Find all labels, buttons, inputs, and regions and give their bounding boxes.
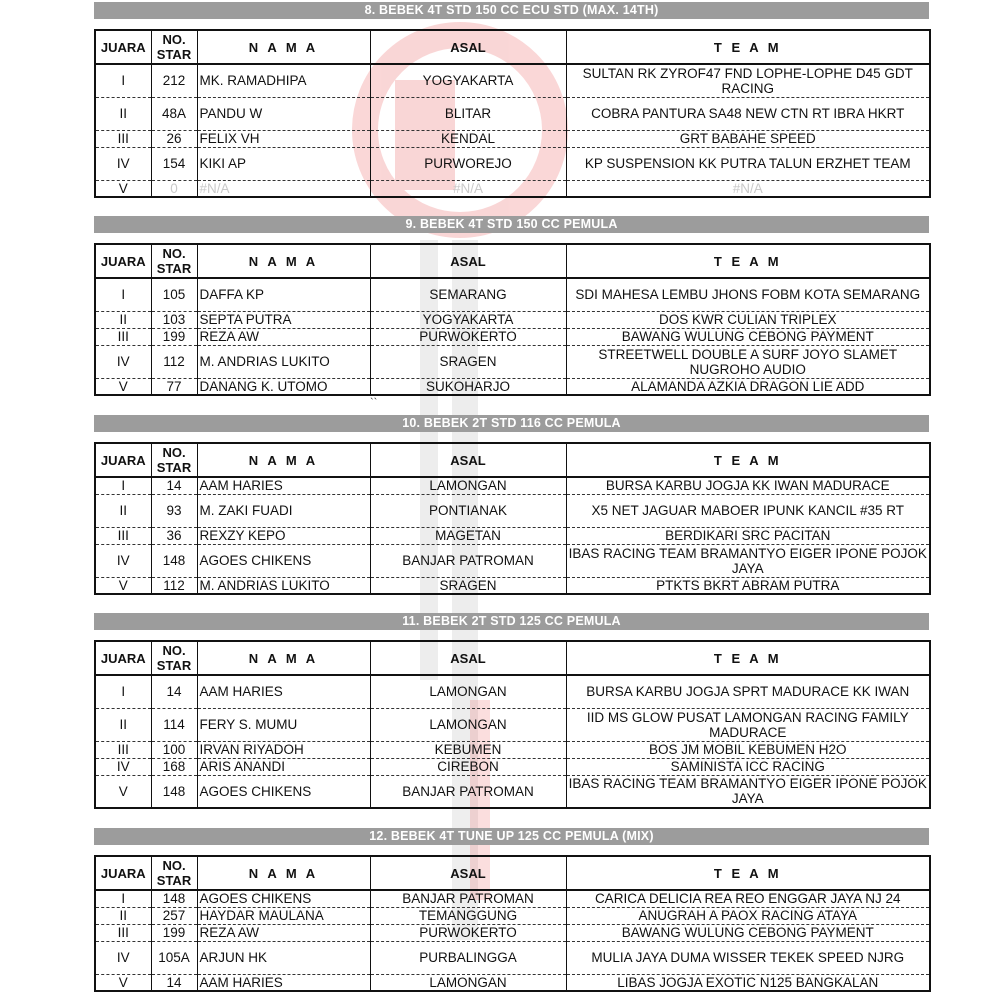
category-10-title: 10. BEBEK 2T STD 116 CC PEMULA (94, 415, 929, 432)
table-row (95, 494, 930, 527)
start-number-cell: 148 (151, 775, 197, 808)
team-cell: IBAS RACING TEAM BRAMANTYO EIGER IPONE POJOK JAYA (566, 544, 930, 577)
team-cell: SAMINISTA ICC RACING (566, 758, 930, 775)
origin-cell: CIREBON (370, 758, 566, 775)
team-cell: ALAMANDA AZKIA DRAGON LIE ADD (566, 378, 930, 395)
col-star-header: NO. STAR (151, 443, 197, 477)
start-number-cell: 14 (151, 675, 197, 708)
team-cell: BURSA KARBU JOGJA KK IWAN MADURACE (566, 477, 930, 494)
col-juara-header: JUARA (95, 856, 151, 890)
category-9-title: 9. BEBEK 4T STD 150 CC PEMULA (94, 216, 929, 233)
table-row (95, 890, 930, 907)
origin-cell: BANJAR PATROMAN (370, 775, 566, 808)
origin-cell: YOGYAKARTA (370, 64, 566, 97)
start-number-cell: 26 (151, 130, 197, 147)
col-juara-header: JUARA (95, 641, 151, 675)
category-11-title: 11. BEBEK 2T STD 125 CC PEMULA (94, 613, 929, 630)
col-team-header: T E A M (566, 856, 930, 890)
col-asal-header: ASAL (370, 244, 566, 278)
team-cell: BOS JM MOBIL KEBUMEN H2O (566, 741, 930, 758)
rank-cell: I (95, 675, 151, 708)
category-8-title: 8. BEBEK 4T STD 150 CC ECU STD (MAX. 14TH) (94, 2, 929, 19)
rank-cell: V (95, 180, 151, 197)
table-row (95, 527, 930, 544)
origin-cell: BANJAR PATROMAN (370, 544, 566, 577)
origin-cell: SRAGEN (370, 577, 566, 594)
table-row (95, 278, 930, 311)
start-number-cell: 105A (151, 941, 197, 974)
rank-cell: III (95, 328, 151, 345)
start-number-cell: 100 (151, 741, 197, 758)
table-row (95, 941, 930, 974)
start-number-cell: 14 (151, 477, 197, 494)
rank-cell: I (95, 64, 151, 97)
rank-cell: V (95, 577, 151, 594)
rank-cell: IV (95, 941, 151, 974)
team-cell: LIBAS JOGJA EXOTIC N125 BANGKALAN (566, 974, 930, 991)
rider-name-cell: FELIX VH (197, 130, 370, 147)
rider-name-cell: AGOES CHIKENS (197, 775, 370, 808)
category-12-results-table (94, 855, 931, 992)
rank-cell: II (95, 907, 151, 924)
team-cell: SDI MAHESA LEMBU JHONS FOBM KOTA SEMARANG (566, 278, 930, 311)
col-asal-header: ASAL (370, 856, 566, 890)
team-cell: DOS KWR CULIAN TRIPLEX (566, 311, 930, 328)
rider-name-cell: ARIS ANANDI (197, 758, 370, 775)
start-number-cell: 154 (151, 147, 197, 180)
origin-cell: PONTIANAK (370, 494, 566, 527)
table-row (95, 544, 930, 577)
team-cell: #N/A (566, 180, 930, 197)
rider-name-cell: REZA AW (197, 924, 370, 941)
table-row (95, 378, 930, 395)
team-cell: SULTAN RK ZYROF47 FND LOPHE-LOPHE D45 GDT RACING (566, 64, 930, 97)
rank-cell: IV (95, 147, 151, 180)
team-cell: CARICA DELICIA REA REO ENGGAR JAYA NJ 24 (566, 890, 930, 907)
table-row (95, 64, 930, 97)
origin-cell: SRAGEN (370, 345, 566, 378)
origin-cell: SUKOHARJO (370, 378, 566, 395)
category-11-results-table (94, 640, 931, 809)
table-row (95, 577, 930, 594)
col-team-header: T E A M (566, 443, 930, 477)
table-row (95, 345, 930, 378)
rider-name-cell: AGOES CHIKENS (197, 890, 370, 907)
rank-cell: V (95, 378, 151, 395)
origin-cell: KEBUMEN (370, 741, 566, 758)
rider-name-cell: M. ZAKI FUADI (197, 494, 370, 527)
start-number-cell: 148 (151, 544, 197, 577)
col-asal-header: ASAL (370, 30, 566, 64)
rank-cell: II (95, 708, 151, 741)
rider-name-cell: M. ANDRIAS LUKITO (197, 577, 370, 594)
start-number-cell: 93 (151, 494, 197, 527)
col-nama-header: N A M A (197, 244, 370, 278)
team-cell: BAWANG WULUNG CEBONG PAYMENT (566, 328, 930, 345)
team-cell: BURSA KARBU JOGJA SPRT MADURACE KK IWAN (566, 675, 930, 708)
origin-cell: LAMONGAN (370, 974, 566, 991)
start-number-cell: 0 (151, 180, 197, 197)
col-team-header: T E A M (566, 641, 930, 675)
col-star-header: NO. STAR (151, 641, 197, 675)
col-asal-header: ASAL (370, 443, 566, 477)
rank-cell: IV (95, 345, 151, 378)
table-row (95, 147, 930, 180)
rider-name-cell: ARJUN HK (197, 941, 370, 974)
rank-cell: I (95, 477, 151, 494)
table-row (95, 907, 930, 924)
rider-name-cell: SEPTA PUTRA (197, 311, 370, 328)
rank-cell: II (95, 97, 151, 130)
start-number-cell: 199 (151, 924, 197, 941)
team-cell: PTKTS BKRT ABRAM PUTRA (566, 577, 930, 594)
start-number-cell: 112 (151, 577, 197, 594)
rider-name-cell: FERY S. MUMU (197, 708, 370, 741)
col-juara-header: JUARA (95, 443, 151, 477)
rider-name-cell: AAM HARIES (197, 477, 370, 494)
rider-name-cell: AGOES CHIKENS (197, 544, 370, 577)
origin-cell: MAGETAN (370, 527, 566, 544)
col-nama-header: N A M A (197, 443, 370, 477)
col-team-header: T E A M (566, 244, 930, 278)
rank-cell: II (95, 494, 151, 527)
col-star-header: NO. STAR (151, 856, 197, 890)
team-cell: BERDIKARI SRC PACITAN (566, 527, 930, 544)
rider-name-cell: AAM HARIES (197, 675, 370, 708)
table-row (95, 130, 930, 147)
team-cell: IID MS GLOW PUSAT LAMONGAN RACING FAMILY MADURACE (566, 708, 930, 741)
category-10-results-table (94, 442, 931, 595)
col-nama-header: N A M A (197, 641, 370, 675)
team-cell: KP SUSPENSION KK PUTRA TALUN ERZHET TEAM (566, 147, 930, 180)
start-number-cell: 257 (151, 907, 197, 924)
rider-name-cell: DANANG K. UTOMO (197, 378, 370, 395)
start-number-cell: 168 (151, 758, 197, 775)
rider-name-cell: DAFFA KP (197, 278, 370, 311)
origin-cell: LAMONGAN (370, 708, 566, 741)
col-nama-header: N A M A (197, 30, 370, 64)
team-cell: X5 NET JAGUAR MABOER IPUNK KANCIL #35 RT (566, 494, 930, 527)
rider-name-cell: #N/A (197, 180, 370, 197)
start-number-cell: 14 (151, 974, 197, 991)
start-number-cell: 77 (151, 378, 197, 395)
start-number-cell: 112 (151, 345, 197, 378)
start-number-cell: 114 (151, 708, 197, 741)
origin-cell: SEMARANG (370, 278, 566, 311)
start-number-cell: 105 (151, 278, 197, 311)
col-asal-header: ASAL (370, 641, 566, 675)
rank-cell: V (95, 974, 151, 991)
table-row (95, 974, 930, 991)
start-number-cell: 103 (151, 311, 197, 328)
col-team-header: T E A M (566, 30, 930, 64)
category-12-title: 12. BEBEK 4T TUNE UP 125 CC PEMULA (MIX) (94, 828, 929, 845)
rank-cell: III (95, 527, 151, 544)
team-cell: COBRA PANTURA SA48 NEW CTN RT IBRA HKRT (566, 97, 930, 130)
start-number-cell: 199 (151, 328, 197, 345)
category-9-results-table (94, 243, 931, 396)
rank-cell: V (95, 775, 151, 808)
table-row (95, 97, 930, 130)
start-number-cell: 148 (151, 890, 197, 907)
table-row (95, 758, 930, 775)
rider-name-cell: PANDU W (197, 97, 370, 130)
team-cell: ANUGRAH A PAOX RACING ATAYA (566, 907, 930, 924)
col-juara-header: JUARA (95, 244, 151, 278)
rank-cell: III (95, 130, 151, 147)
origin-cell: BANJAR PATROMAN (370, 890, 566, 907)
origin-cell: YOGYAKARTA (370, 311, 566, 328)
origin-cell: BLITAR (370, 97, 566, 130)
origin-cell: KENDAL (370, 130, 566, 147)
rider-name-cell: REXZY KEPO (197, 527, 370, 544)
origin-cell: PURBALINGGA (370, 941, 566, 974)
origin-cell: PURWOKERTO (370, 328, 566, 345)
table-row (95, 328, 930, 345)
category-8-results-table (94, 29, 931, 198)
col-star-header: NO. STAR (151, 30, 197, 64)
rider-name-cell: M. ANDRIAS LUKITO (197, 345, 370, 378)
rank-cell: III (95, 741, 151, 758)
rider-name-cell: MK. RAMADHIPA (197, 64, 370, 97)
table-row (95, 675, 930, 708)
rank-cell: II (95, 311, 151, 328)
origin-cell: PURWOKERTO (370, 924, 566, 941)
table-row (95, 775, 930, 808)
table-row (95, 477, 930, 494)
table-row (95, 180, 930, 197)
team-cell: IBAS RACING TEAM BRAMANTYO EIGER IPONE POJOK JAYA (566, 775, 930, 808)
origin-cell: #N/A (370, 180, 566, 197)
rank-cell: IV (95, 544, 151, 577)
rider-name-cell: KIKI AP (197, 147, 370, 180)
start-number-cell: 36 (151, 527, 197, 544)
start-number-cell: 212 (151, 64, 197, 97)
origin-cell: PURWOREJO (370, 147, 566, 180)
rank-cell: IV (95, 758, 151, 775)
origin-cell: LAMONGAN (370, 477, 566, 494)
start-number-cell: 48A (151, 97, 197, 130)
col-nama-header: N A M A (197, 856, 370, 890)
rider-name-cell: REZA AW (197, 328, 370, 345)
table-row (95, 708, 930, 741)
rider-name-cell: HAYDAR MAULANA (197, 907, 370, 924)
rank-cell: I (95, 890, 151, 907)
table-row (95, 741, 930, 758)
col-juara-header: JUARA (95, 30, 151, 64)
team-cell: STREETWELL DOUBLE A SURF JOYO SLAMET NUGROHO AUDIO (566, 345, 930, 378)
stray-mark: `` (370, 397, 378, 409)
col-star-header: NO. STAR (151, 244, 197, 278)
rank-cell: III (95, 924, 151, 941)
rank-cell: I (95, 278, 151, 311)
team-cell: BAWANG WULUNG CEBONG PAYMENT (566, 924, 930, 941)
origin-cell: TEMANGGUNG (370, 907, 566, 924)
team-cell: GRT BABAHE SPEED (566, 130, 930, 147)
origin-cell: LAMONGAN (370, 675, 566, 708)
team-cell: MULIA JAYA DUMA WISSER TEKEK SPEED NJRG (566, 941, 930, 974)
table-row (95, 311, 930, 328)
table-row (95, 924, 930, 941)
rider-name-cell: AAM HARIES (197, 974, 370, 991)
rider-name-cell: IRVAN RIYADOH (197, 741, 370, 758)
